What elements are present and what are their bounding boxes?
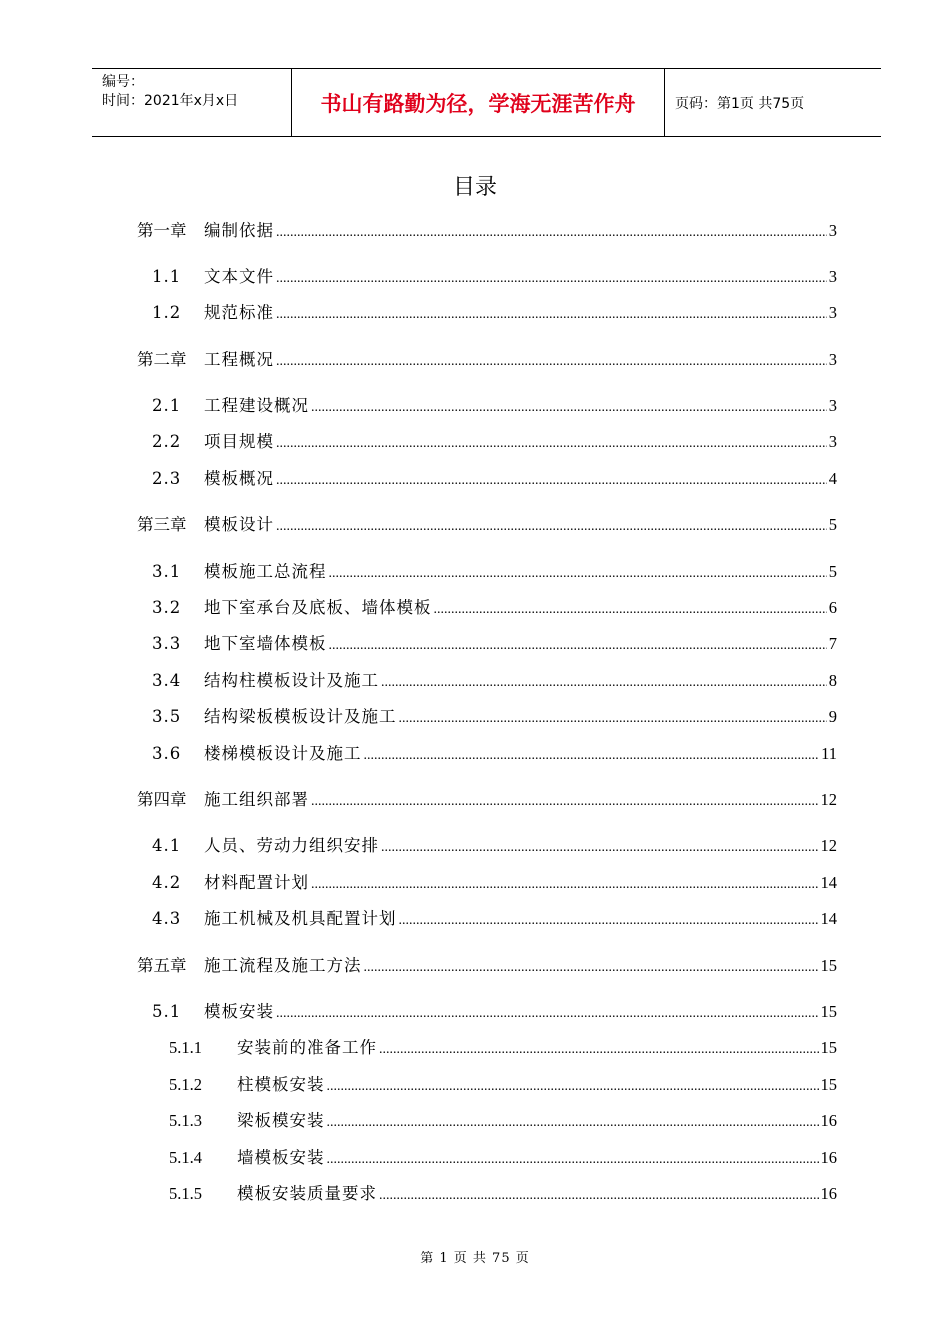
toc-title: 目录: [452, 175, 497, 200]
toc-entry[interactable]: [152, 302, 837, 326]
toc-entry-number: 第四章: [137, 790, 187, 809]
toc-entry-text: 施工流程及施工方法: [204, 956, 362, 975]
toc-entry-page: 12: [820, 790, 837, 809]
toc-leader-dots: [364, 745, 820, 767]
toc-entry-page: 4: [828, 469, 837, 488]
toc-entry[interactable]: [152, 872, 837, 896]
toc-entry-number: 第二章: [137, 350, 187, 369]
toc-entry-number: 4.1: [152, 836, 182, 855]
toc-entry[interactable]: [152, 431, 837, 455]
toc-leader-dots: [276, 222, 827, 244]
toc-leader-dots: [329, 563, 827, 585]
toc-entry-number: 5.1.5: [169, 1184, 202, 1203]
toc-entry-page: 15: [820, 956, 837, 975]
toc-entry-page: 5: [828, 515, 837, 534]
toc-entry-text: 柱模板安装: [237, 1075, 325, 1094]
toc-entry[interactable]: [137, 789, 837, 813]
toc-entry-number: 5.1: [152, 1002, 182, 1021]
toc-entry-number: 1.1: [152, 267, 182, 286]
toc-entry-page: 11: [821, 744, 837, 763]
toc-entry[interactable]: [169, 1183, 837, 1207]
toc-entry[interactable]: [137, 349, 837, 373]
toc-entry-text: 结构柱模板设计及施工: [204, 671, 379, 690]
toc-leader-dots: [364, 957, 819, 979]
toc-entry-number: 2.1: [152, 396, 182, 415]
toc-leader-dots: [311, 874, 819, 896]
toc-entry-text: 模板施工总流程: [204, 562, 327, 581]
toc-entry-page: 9: [828, 707, 837, 726]
toc-entry[interactable]: [152, 266, 837, 290]
toc-entry-text: 结构梁板模板设计及施工: [204, 707, 397, 726]
toc-entry-text: 规范标准: [204, 303, 274, 322]
toc-entry[interactable]: [137, 514, 837, 538]
header-slogan: 书山有路勤为径，学海无涯苦作舟: [292, 69, 665, 136]
toc-entry-text: 工程概况: [204, 350, 274, 369]
page-footer: 第 1 页 共 75 页: [420, 1251, 530, 1266]
toc-entry[interactable]: [137, 955, 837, 979]
toc-entry-page: 3: [828, 221, 837, 240]
toc-entry-text: 施工机械及机具配置计划: [204, 909, 397, 928]
toc-entry-page: 3: [828, 432, 837, 451]
toc-entry-number: 5.1.3: [169, 1111, 202, 1130]
toc-entry-text: 施工组织部署: [204, 790, 309, 809]
toc-entry-page: 12: [820, 836, 837, 855]
toc-entry-number: 5.1.1: [169, 1038, 202, 1057]
toc-entry[interactable]: [152, 395, 837, 419]
toc-entry-text: 材料配置计划: [204, 873, 309, 892]
toc-entry-number: 4.3: [152, 909, 182, 928]
toc-entry-page: 6: [828, 598, 837, 617]
toc-entry-page: 7: [828, 634, 837, 653]
toc-entry-page: 5: [828, 562, 837, 581]
serial-label: 编号：: [102, 74, 144, 90]
toc-entry-page: 3: [828, 350, 837, 369]
toc-entry[interactable]: [152, 706, 837, 730]
toc-leader-dots: [327, 1076, 819, 1098]
toc-entry-page: 15: [820, 1038, 837, 1057]
toc-entry-text: 地下室墙体模板: [204, 634, 327, 653]
toc-entry-number: 3.4: [152, 671, 182, 690]
toc-entry-number: 3.2: [152, 598, 182, 617]
toc-entry-text: 模板概况: [204, 469, 274, 488]
toc-leader-dots: [379, 1039, 819, 1061]
toc-entry-number: 第五章: [137, 956, 187, 975]
toc-entry[interactable]: [169, 1110, 837, 1134]
toc-entry-page: 14: [820, 909, 837, 928]
toc-leader-dots: [381, 837, 819, 859]
toc-entry[interactable]: [169, 1147, 837, 1171]
toc-leader-dots: [327, 1149, 819, 1171]
toc-entry[interactable]: [137, 220, 837, 244]
toc-leader-dots: [399, 910, 819, 932]
toc-entry-text: 模板安装: [204, 1002, 274, 1021]
toc-entry-page: 16: [820, 1148, 837, 1167]
toc-entry-text: 模板设计: [204, 515, 274, 534]
toc-entry[interactable]: [152, 908, 837, 932]
toc-entry-text: 文本文件: [204, 267, 274, 286]
toc-entry-page: 3: [828, 396, 837, 415]
toc-leader-dots: [276, 268, 827, 290]
toc-leader-dots: [399, 708, 827, 730]
toc-entry[interactable]: [152, 561, 837, 585]
toc-entry-number: 1.2: [152, 303, 182, 322]
toc-entry-page: 8: [828, 671, 837, 690]
toc-entry[interactable]: [152, 743, 837, 767]
toc-entry[interactable]: [152, 597, 837, 621]
toc-entry[interactable]: [169, 1074, 837, 1098]
toc-leader-dots: [276, 304, 827, 326]
toc-entry-number: 第三章: [137, 515, 187, 534]
toc-entry-text: 墙模板安装: [237, 1148, 325, 1167]
toc-leader-dots: [329, 635, 827, 657]
toc-leader-dots: [276, 351, 827, 373]
toc-entry-page: 15: [820, 1002, 837, 1021]
toc-entry-page: 14: [820, 873, 837, 892]
toc-entry[interactable]: [169, 1037, 837, 1061]
toc-entry-text: 模板安装质量要求: [237, 1184, 377, 1203]
toc-entry-number: 5.1.2: [169, 1075, 202, 1094]
toc-leader-dots: [276, 433, 827, 455]
toc-leader-dots: [276, 470, 827, 492]
toc-entry-text: 地下室承台及底板、墙体模板: [204, 598, 432, 617]
toc-leader-dots: [379, 1185, 819, 1207]
toc-entry-page: 16: [820, 1111, 837, 1130]
toc-entry-text: 工程建设概况: [204, 396, 309, 415]
toc-leader-dots: [276, 1003, 819, 1025]
toc-entry-number: 4.2: [152, 873, 182, 892]
toc-leader-dots: [311, 397, 827, 419]
toc-entry-page: 16: [820, 1184, 837, 1203]
time-label: 时间：2021年x月x日: [102, 93, 239, 109]
toc-entry[interactable]: [152, 670, 837, 694]
toc-entry-text: 楼梯模板设计及施工: [204, 744, 362, 763]
toc-entry-text: 编制依据: [204, 221, 274, 240]
toc-entry[interactable]: [152, 468, 837, 492]
header-page-info: 页码：第1页 共75页: [675, 95, 805, 112]
toc-entry[interactable]: [152, 1001, 837, 1025]
toc-entry-number: 3.3: [152, 634, 182, 653]
toc-entry-page: 3: [828, 303, 837, 322]
toc-leader-dots: [434, 599, 827, 621]
toc-entry-text: 项目规模: [204, 432, 274, 451]
toc-entry-number: 2.3: [152, 469, 182, 488]
toc-entry-text: 安装前的准备工作: [237, 1038, 377, 1057]
toc-entry-number: 2.2: [152, 432, 182, 451]
toc-entry[interactable]: [152, 633, 837, 657]
toc-leader-dots: [276, 516, 827, 538]
toc-entry-number: 3.5: [152, 707, 182, 726]
toc-entry-number: 3.6: [152, 744, 182, 763]
toc-entry-text: 梁板模安装: [237, 1111, 325, 1130]
toc-leader-dots: [381, 672, 827, 694]
toc-entry-number: 3.1: [152, 562, 182, 581]
toc-leader-dots: [327, 1112, 819, 1134]
toc-entry-number: 第一章: [137, 221, 187, 240]
toc-entry-text: 人员、劳动力组织安排: [204, 836, 379, 855]
toc-leader-dots: [311, 791, 819, 813]
toc-entry[interactable]: [152, 835, 837, 859]
toc-entry-page: 15: [820, 1075, 837, 1094]
toc-entry-number: 5.1.4: [169, 1148, 202, 1167]
toc-entry-page: 3: [828, 267, 837, 286]
